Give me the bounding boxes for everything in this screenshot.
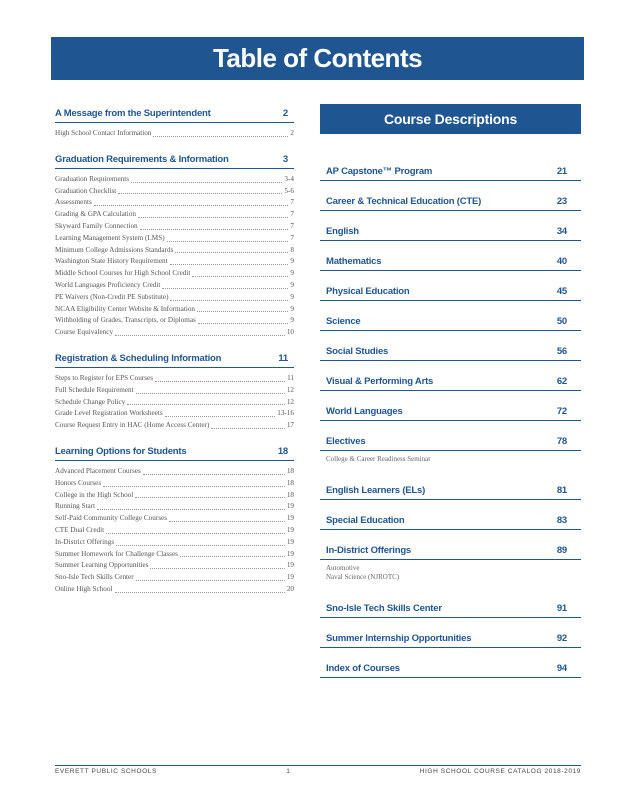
toc-entry[interactable] (55, 525, 294, 537)
entry-title: PE Waivers (Non-Credit PE Substitute) (55, 292, 169, 301)
toc-entry[interactable] (55, 292, 294, 304)
course-category-page: 56 (556, 346, 567, 357)
entry-title: Summer Learning Opportunities (55, 561, 149, 570)
toc-entry[interactable] (55, 174, 294, 186)
toc-entry[interactable] (55, 315, 294, 327)
toc-entry[interactable] (55, 584, 294, 596)
footer-page-number: 1 (286, 768, 291, 775)
entry-title: Course Request Entry in HAC (Home Access Center) (55, 421, 210, 430)
leader-dots (138, 217, 288, 218)
toc-section (55, 108, 294, 140)
leader-dots (150, 568, 284, 569)
course-category[interactable] (320, 470, 581, 500)
leader-dots (162, 288, 288, 289)
entry-page: 3-4 (284, 174, 294, 183)
entry-page: 9 (290, 316, 294, 325)
entry-page: 8 (290, 245, 294, 254)
section-heading[interactable] (55, 353, 294, 368)
entry-title: College in the High School (55, 490, 134, 499)
leader-dots (197, 311, 288, 312)
entry-title: Honors Courses (55, 478, 102, 487)
course-category-page: 91 (556, 603, 567, 614)
course-category[interactable] (320, 301, 581, 331)
leader-dots (198, 323, 289, 324)
section-page: 18 (277, 445, 288, 457)
entry-title: Advanced Placement Courses (55, 466, 141, 475)
entry-title: Course Equivalency (55, 328, 114, 337)
leader-dots (115, 335, 285, 336)
leader-dots (175, 252, 288, 253)
entry-title: Skyward Family Connection (55, 221, 138, 230)
entry-page: 19 (286, 502, 294, 511)
toc-entry[interactable] (55, 572, 294, 584)
left-column (55, 108, 294, 610)
course-category-page: 72 (556, 406, 567, 417)
toc-entry[interactable] (55, 513, 294, 525)
toc-entry[interactable] (55, 186, 294, 198)
course-descriptions-list (320, 151, 581, 678)
entry-page: 9 (290, 257, 294, 266)
course-category-title: Index of Courses (326, 663, 400, 674)
course-category[interactable] (320, 151, 581, 181)
entry-page: 9 (290, 304, 294, 313)
course-category-page: 78 (556, 436, 567, 447)
leader-dots (143, 474, 285, 475)
entry-title: Schedule Change Policy (55, 397, 126, 406)
section-heading[interactable] (55, 154, 294, 169)
course-category[interactable] (320, 618, 581, 648)
leader-dots (131, 182, 282, 183)
entry-page: 20 (286, 584, 294, 593)
course-subitem[interactable]: Automotive (326, 564, 360, 572)
leader-dots (170, 300, 288, 301)
course-category-title: Mathematics (326, 256, 382, 267)
page-title: Table of Contents (212, 43, 423, 73)
leader-dots (180, 556, 285, 557)
toc-entry[interactable] (55, 221, 294, 233)
course-category[interactable] (320, 530, 581, 560)
course-category[interactable] (320, 648, 581, 678)
course-category[interactable] (320, 500, 581, 530)
course-category-title: Summer Internship Opportunities (326, 633, 472, 644)
section-page: 2 (282, 108, 288, 119)
entry-page: 7 (290, 198, 294, 207)
course-category-title: Career & Technical Education (CTE) (326, 196, 482, 207)
course-category-title: Social Studies (326, 346, 389, 357)
section-title: Learning Options for Students (55, 445, 187, 457)
course-category-page: 50 (556, 316, 567, 327)
title-banner (51, 37, 584, 80)
entry-title: Full Schedule Requirement (55, 385, 134, 394)
course-category-page: 40 (556, 256, 567, 267)
footer-right: HIGH SCHOOL COURSE CATALOG 2018-2019 (419, 768, 581, 775)
entry-title: Graduation Checklist (55, 186, 117, 195)
entry-title: In-District Offerings (55, 537, 115, 546)
leader-dots (211, 428, 285, 429)
course-category[interactable] (320, 391, 581, 421)
entry-title: Grade Level Registration Worksheets (55, 409, 163, 418)
leader-dots (140, 229, 289, 230)
right-column (320, 104, 581, 678)
toc-entry[interactable] (55, 385, 294, 397)
course-category-page: 81 (556, 485, 567, 496)
toc-entry[interactable] (55, 327, 294, 339)
course-category-page: 89 (556, 545, 567, 556)
course-category-page: 45 (556, 286, 567, 297)
footer-left: EVERETT PUBLIC SCHOOLS (55, 768, 157, 775)
course-subitems (320, 560, 581, 588)
entry-title: High School Contact Information (55, 129, 152, 137)
section-title: Registration & Scheduling Information (55, 352, 222, 364)
entry-page: 7 (290, 233, 294, 242)
course-descriptions-banner (320, 104, 581, 134)
toc-entry[interactable] (55, 233, 294, 245)
entry-page: 17 (286, 421, 294, 430)
leader-dots (94, 205, 289, 206)
entry-page: 2 (290, 129, 294, 137)
leader-dots (127, 404, 285, 405)
entry-title: World Languages Proficiency Credit (55, 280, 161, 289)
entry-page: 5-6 (284, 186, 294, 195)
course-category[interactable] (320, 588, 581, 618)
entry-title: Sno-Isle Tech Skills Center (55, 573, 134, 582)
toc-entry[interactable] (55, 537, 294, 549)
entry-title: Middle School Courses for High School Credit (55, 269, 191, 278)
entry-page: 9 (290, 269, 294, 278)
entry-page: 7 (290, 221, 294, 230)
section-heading[interactable] (55, 446, 294, 461)
entry-page: 11 (287, 373, 294, 382)
entry-page: 19 (286, 537, 294, 546)
entry-title: Graduation Requirements (55, 174, 130, 183)
entry-page: 12 (286, 385, 294, 394)
course-category-title: Sno-Isle Tech Skills Center (326, 603, 442, 614)
course-category-page: 21 (556, 166, 567, 177)
leader-dots (115, 592, 285, 593)
section-page: 11 (278, 352, 288, 364)
entry-page: 18 (286, 490, 294, 499)
toc-section (55, 154, 294, 339)
toc-entry[interactable] (55, 490, 294, 502)
leader-dots (118, 193, 282, 194)
entry-page: 18 (286, 466, 294, 475)
leader-dots (106, 533, 285, 534)
course-category-title: In-District Offerings (326, 545, 412, 556)
entry-page: 19 (286, 525, 294, 534)
course-category-page: 94 (556, 663, 567, 674)
toc-section (55, 446, 294, 596)
course-category-page: 34 (556, 226, 567, 237)
leader-dots (136, 393, 285, 394)
toc-entry[interactable] (55, 560, 294, 572)
entry-page: 19 (286, 561, 294, 570)
course-category-page: 83 (556, 515, 567, 526)
entry-page: 9 (290, 280, 294, 289)
leader-dots (136, 580, 285, 581)
entry-page: 13-16 (277, 409, 294, 418)
toc-entry[interactable] (55, 256, 294, 268)
leader-dots (165, 416, 276, 417)
course-category-title: AP Capstone™ Program (326, 166, 433, 177)
toc-entry[interactable] (55, 549, 294, 561)
course-subitem[interactable]: Naval Science (NJROTC) (326, 573, 400, 581)
toc-entry[interactable] (55, 373, 294, 385)
toc-entry[interactable] (55, 478, 294, 490)
entry-page: 10 (286, 328, 294, 337)
entry-title: CTE Dual Credit (55, 525, 105, 534)
entry-title: Learning Management System (LMS) (55, 233, 165, 242)
entry-page: 9 (290, 292, 294, 301)
toc-section (55, 353, 294, 432)
leader-dots (135, 497, 285, 498)
toc-entry[interactable] (55, 420, 294, 432)
entry-title: Assessments (55, 198, 92, 207)
entry-title: Summer Homework for Challenge Classes (55, 549, 178, 558)
entry-page: 19 (286, 514, 294, 523)
course-category[interactable] (320, 271, 581, 301)
leader-dots (170, 264, 289, 265)
leader-dots (103, 486, 285, 487)
course-category-title: Special Education (326, 515, 405, 526)
leader-dots (153, 136, 288, 137)
toc-entry[interactable] (55, 245, 294, 257)
course-subitem[interactable]: College & Career Readiness Seminar (326, 455, 431, 463)
leader-dots (155, 381, 285, 382)
course-category-title: English (326, 226, 359, 237)
entry-title: Self-Paid Community College Courses (55, 514, 167, 523)
entry-page: 7 (290, 210, 294, 219)
section-heading[interactable] (55, 108, 294, 123)
course-category-title: Electives (326, 436, 366, 447)
course-category[interactable] (320, 421, 581, 451)
entry-title: Withholding of Grades, Transcripts, or Diplomas (55, 316, 196, 325)
course-category[interactable] (320, 211, 581, 241)
course-category-title: Physical Education (326, 286, 410, 297)
section-title: Graduation Requirements & Information (55, 153, 229, 165)
entry-title: NCAA Eligibility Center Website & Information (55, 304, 196, 313)
toc-entry[interactable] (55, 466, 294, 478)
toc-entry[interactable] (55, 209, 294, 221)
course-category-page: 62 (556, 376, 567, 387)
course-subitems (320, 451, 581, 470)
course-category-title: English Learners (ELs) (326, 485, 426, 496)
section-page: 3 (282, 153, 288, 165)
course-category[interactable] (320, 331, 581, 361)
leader-dots (116, 545, 285, 546)
toc-entry[interactable] (55, 408, 294, 420)
entry-title: Washington State History Requirement (55, 257, 168, 266)
toc-entry[interactable] (55, 280, 294, 292)
course-category-title: Science (326, 316, 361, 327)
course-category[interactable] (320, 181, 581, 211)
leader-dots (97, 509, 285, 510)
course-category-page: 23 (556, 196, 567, 207)
course-category-title: World Languages (326, 406, 403, 417)
toc-entry[interactable] (55, 128, 294, 140)
footer (55, 765, 581, 775)
toc-entry[interactable] (55, 397, 294, 409)
entry-page: 19 (286, 573, 294, 582)
entry-page: 12 (286, 397, 294, 406)
entry-page: 19 (286, 549, 294, 558)
course-category-title: Visual & Performing Arts (326, 376, 434, 387)
leader-dots (167, 241, 289, 242)
course-category[interactable] (320, 241, 581, 271)
toc-entry[interactable] (55, 268, 294, 280)
leader-dots (192, 276, 288, 277)
toc-entry[interactable] (55, 197, 294, 209)
entry-title: Grading & GPA Calculation (55, 210, 136, 219)
course-descriptions-title: Course Descriptions (383, 111, 518, 127)
leader-dots (169, 521, 285, 522)
section-title: A Message from the Superintendent (55, 108, 211, 119)
entry-title: Minimum College Admissions Standards (55, 245, 174, 254)
toc-entry[interactable] (55, 304, 294, 316)
entry-title: Steps to Register for EPS Courses (55, 373, 154, 382)
toc-entry[interactable] (55, 501, 294, 513)
entry-title: Online High School (55, 584, 113, 593)
entry-title: Running Start (55, 502, 96, 511)
course-category[interactable] (320, 361, 581, 391)
course-category-page: 92 (556, 633, 567, 644)
entry-page: 18 (286, 478, 294, 487)
